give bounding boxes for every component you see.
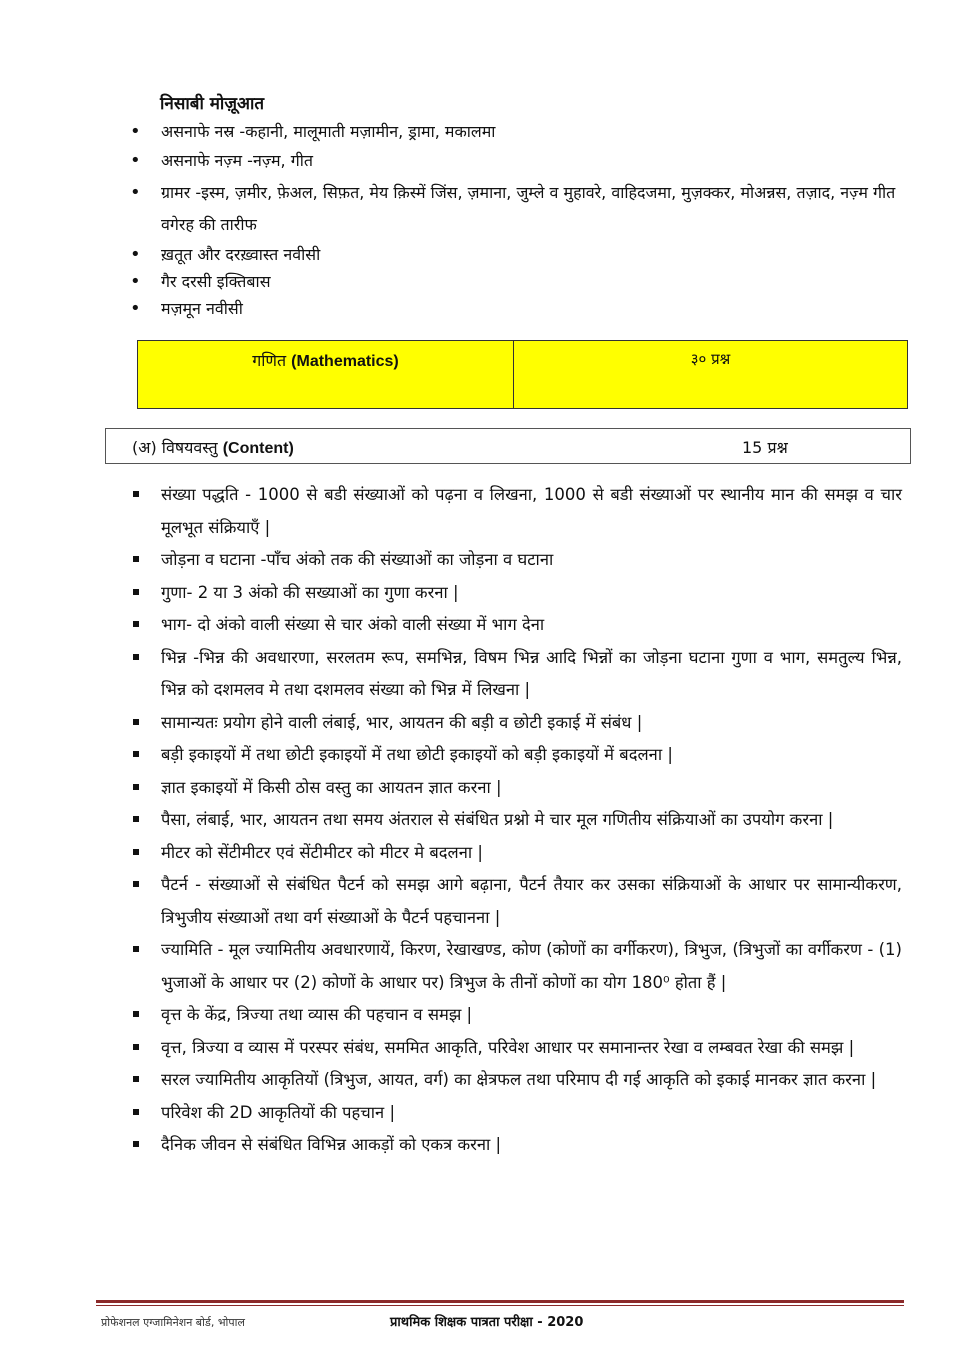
list-item: ज्यामिति - मूल ज्यामितीय अवधारणायें, किरण, रेखाखण्ड, कोण (कोणों का वर्गीकरण), त्रिभुज, (त्रिभुजों का वर्गीकरण - (1) भुजाओं के आधार पर (2) कोणों के आधार पर) त्रिभुज के तीनों कोणों का योग 180⁰ होता हैं |: [130, 934, 902, 999]
question-count: ३० प्रश्न: [690, 350, 731, 368]
list-item: भिन्न -भिन्न की अवधारणा, सरलतम रूप, समभिन्न, विषम भिन्न आदि भिन्नों का जोड़ना घटाना गुणा व भाग, समतुल्य भिन्न, भिन्न को दशमलव मे तथा दशमलव संख्या को भिन्न में लिखना |: [130, 642, 902, 707]
list-item: गुणा- 2 या 3 अंको की सख्याओं का गुणा करना |: [130, 577, 902, 610]
list-item: बड़ी इकाइयों में तथा छोटी इकाइयों में तथा छोटी इकाइयों को बड़ी इकाइयों में बदलना |: [130, 739, 902, 772]
footer-divider: [96, 1300, 904, 1303]
list-item: सामान्यतः प्रयोग होने वाली लंबाई, भार, आयतन की बड़ी व छोटी इकाई में संबंध |: [130, 707, 902, 740]
footer-exam-title: प्राथमिक शिक्षक पात्रता परीक्षा - 2020: [390, 1315, 584, 1330]
list-item: मीटर को सेंटीमीटर एवं सेंटीमीटर को मीटर मे बदलना |: [130, 837, 902, 870]
question-count-cell: [514, 341, 907, 408]
subject-table: [137, 340, 908, 409]
list-item: वृत्त के केंद्र, त्रिज्या तथा व्यास की पहचान व समझ |: [130, 999, 902, 1032]
urdu-topic-list: [130, 118, 910, 322]
list-item: सरल ज्यामितीय आकृतियों (त्रिभुज, आयत, वर्ग) का क्षेत्रफल तथा परिमाप दी गई आकृति को इकाई मानकर ज्ञात करना |: [130, 1064, 902, 1097]
content-label: [132, 436, 294, 458]
footer-organization: प्रोफेशनल एग्जामिनेशन बोर्ड, भोपाल: [101, 1316, 245, 1329]
list-item: • असनाफे नज़्म -नज़्म, गीत: [130, 145, 910, 177]
list-item: • ख़तूत और दरख़्वास्त नवीसी: [130, 241, 910, 268]
subject-name-english: (Mathematics): [291, 353, 399, 370]
math-topic-list: [130, 479, 902, 1162]
list-item: • ग्रामर -इस्म, ज़मीर, फ़ेअल, सिफ़त, मेय क़िस्में जिंस, ज़माना, जुम्ले व मुहावरे, वाहिदजमा, मुज़क्कर, मोअन्नस, तज़ाद, नज़्म गीत वगेरह की तारीफ: [130, 177, 910, 241]
footer-divider-thin: [96, 1305, 904, 1306]
subject-name: गणित: [252, 351, 287, 370]
list-item: वृत्त, त्रिज्या व व्यास में परस्पर संबंध, सममित आकृति, परिवेश आधार पर समानान्तर रेखा व लम्बवत रेखा की समझ |: [130, 1032, 902, 1065]
content-label-english: (Content): [222, 440, 294, 457]
list-item: जोड़ना व घटाना -पाँच अंको तक की संख्याओं का जोड़ना व घटाना: [130, 544, 902, 577]
list-item: परिवेश की 2D आकृतियों की पहचान |: [130, 1097, 902, 1130]
list-item: • असनाफे नस्र -कहानी, मालूमाती मज़ामीन, ड्रामा, मकालमा: [130, 118, 910, 145]
content-label-hindi: (अ) विषयवस्तु: [132, 438, 218, 457]
list-item: पैसा, लंबाई, भार, आयतन तथा समय अंतराल से संबंधित प्रश्नो मे चार मूल गणितीय संक्रियाओं का उपयोग करना |: [130, 804, 902, 837]
list-item: भाग- दो अंको वाली संख्या से चार अंको वाली संख्या में भाग देना: [130, 609, 902, 642]
list-item: संख्या पद्धति - 1000 से बडी संख्याओं को पढ़ना व लिखना, 1000 से बडी संख्याओं पर स्थानीय मान की समझ व चार मूलभूत संक्रियाएँ |: [130, 479, 902, 544]
list-item: ज्ञात इकाइयों में किसी ठोस वस्तु का आयतन ज्ञात करना |: [130, 772, 902, 805]
list-item: • मज़मून नवीसी: [130, 295, 910, 322]
list-item: • गैर दरसी इक्तिबास: [130, 268, 910, 295]
subject-cell: [138, 341, 514, 408]
list-item: पैटर्न - संख्याओं से संबंधित पैटर्न को समझ आगे बढ़ाना, पैटर्न तैयार कर उसका संक्रियाओं के आधार पर सामान्यीकरण, त्रिभुजीय संख्याओं तथा वर्ग संख्याओं के पैटर्न पहचानना |: [130, 869, 902, 934]
list-item: दैनिक जीवन से संबंधित विभिन्न आकड़ों को एकत्र करना |: [130, 1129, 902, 1162]
content-question-count: 15 प्रश्न: [742, 438, 788, 457]
content-header: [105, 428, 911, 464]
urdu-section-title: निसाबी मोज़ूआत: [160, 94, 265, 114]
